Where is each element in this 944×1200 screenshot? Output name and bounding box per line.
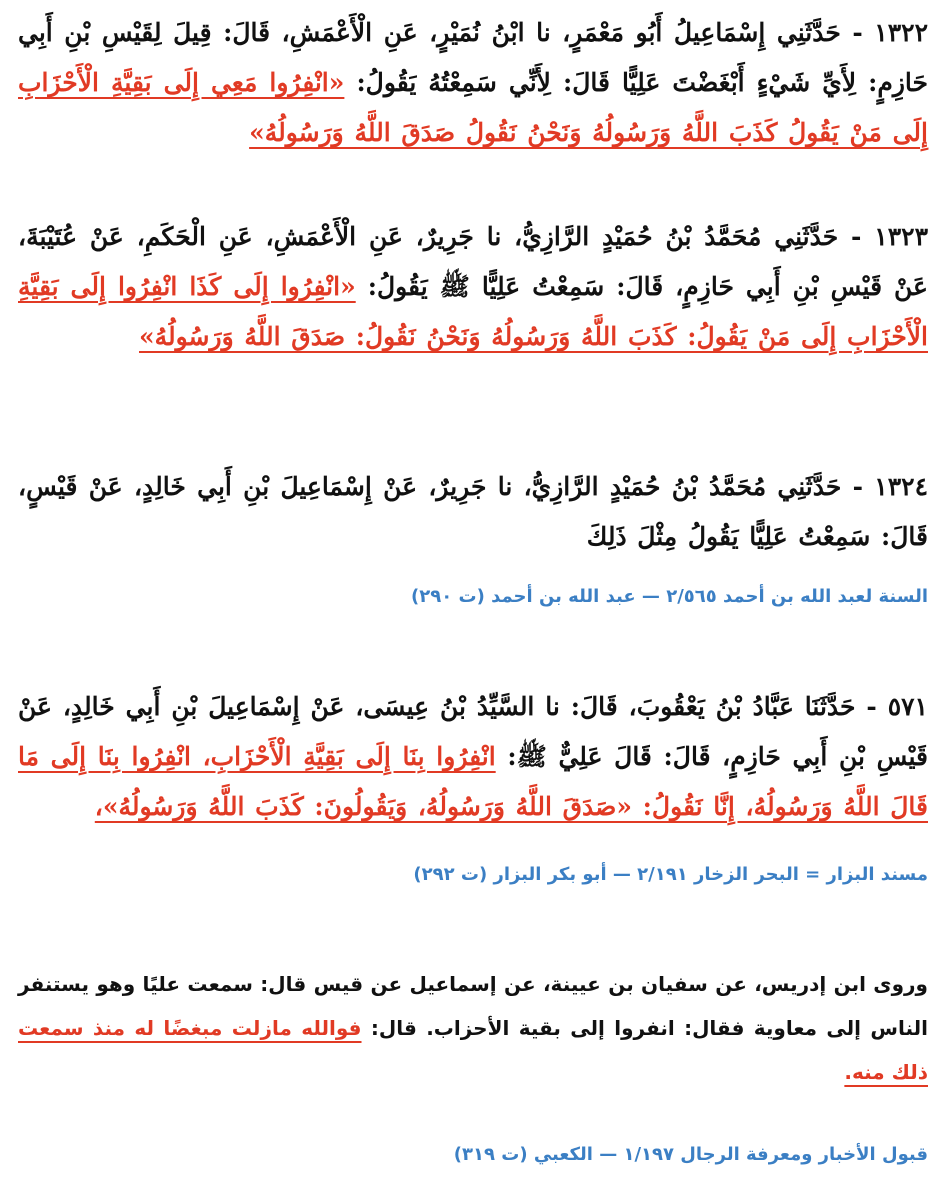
narration-text: ٥٧١ - حَدَّثَنَا عَبَّادُ بْنُ يَعْقُوبَ، قَالَ: نا السَّيِّدُ بْنُ عِيسَى، عَنْ إِسْمَاعِيلَ بْنِ أَبِي خَالِدٍ، عَنْ قَيْسِ بْنِ أَبِي حَازِمٍ، قَالَ: قَالَ عَلِيٌّ ﷺ: [18, 692, 928, 771]
highlighted-quote: «انْفِرُوا مَعِي إِلَى بَقِيَّةِ الْأَحْزَابِ إِلَى مَنْ يَقُولُ كَذَبَ اللَّهُ وَرَسُولُهُ وَنَحْنُ نَقُولُ صَدَقَ اللَّهُ وَرَسُولُهُ» [18, 68, 928, 147]
source-citation-sunnah: السنة لعبد الله بن أحمد ٢/٥٦٥ — عبد الله بن أحمد (ت ٢٩٠) [411, 586, 928, 607]
narration-text: ١٣٢٢ - حَدَّثَنِي إِسْمَاعِيلُ أَبُو مَعْمَرٍ، نا ابْنُ نُمَيْرٍ، عَنِ الْأَعْمَشِ، قَالَ: قِيلَ لِقَيْسِ بْنِ أَبِي حَازِمٍ: لِأَيِّ شَيْءٍ أَبْغَضْتَ عَلِيًّا قَالَ: لِأَنِّي سَمِعْتُهُ يَقُولُ: [18, 18, 928, 97]
narration-ibn-idris [18, 962, 928, 1094]
highlighted-quote: «انْفِرُوا إِلَى كَذَا انْفِرُوا إِلَى بَقِيَّةِ الْأَحْزَابِ إِلَى مَنْ يَقُولُ: كَذَبَ اللَّهُ وَرَسُولُهُ وَنَحْنُ نَقُولُ: صَدَقَ اللَّهُ وَرَسُولُهُ» [18, 272, 928, 351]
source-citation-kabi: قبول الأخبار ومعرفة الرجال ١/١٩٧ — الكعبي (ت ٣١٩) [453, 1144, 928, 1165]
source-citation-bazzar: مسند البزار = البحر الزخار ٢/١٩١ — أبو بكر البزار (ت ٢٩٢) [413, 864, 928, 885]
narration-1324 [18, 462, 928, 562]
highlighted-quote: فوالله مازلت مبغضًا له منذ سمعت ذلك منه. [18, 1016, 928, 1084]
narration-1322 [18, 8, 928, 158]
narration-571 [18, 682, 928, 832]
highlighted-quote: انْفِرُوا بِنَا إِلَى بَقِيَّةِ الْأَحْزَابِ، انْفِرُوا بِنَا إِلَى مَا قَالَ اللَّهُ وَرَسُولُهُ، إِنَّا نَقُولُ: «صَدَقَ اللَّهُ وَرَسُولُهُ، وَيَقُولُونَ: كَذَبَ اللَّهُ وَرَسُولُهُ»، [18, 742, 928, 821]
narration-text: ١٣٢٤ - حَدَّثَنِي مُحَمَّدُ بْنُ حُمَيْدٍ الرَّازِيُّ، نا جَرِيرٌ، عَنْ إِسْمَاعِيلَ بْنِ أَبِي خَالِدٍ، عَنْ قَيْسٍ، قَالَ: سَمِعْتُ عَلِيًّا يَقُولُ مِثْلَ ذَلِكَ [18, 472, 928, 551]
narration-text: وروى ابن إدريس، عن سفيان بن عيينة، عن إسماعيل عن قيس قال: سمعت عليًا وهو يستنفر الناس إلى معاوية فقال: انفروا إلى بقية الأحزاب. قال: [18, 972, 928, 1040]
narration-text: ١٣٢٣ - حَدَّثَنِي مُحَمَّدُ بْنُ حُمَيْدٍ الرَّازِيُّ، نا جَرِيرٌ، عَنِ الْأَعْمَشِ، عَنِ الْحَكَمِ، عَنْ عُتَيْبَةَ، عَنْ قَيْسِ بْنِ أَبِي حَازِمٍ، قَالَ: سَمِعْتُ عَلِيًّا ﷺ يَقُولُ: [18, 222, 928, 301]
narration-1323 [18, 212, 928, 362]
